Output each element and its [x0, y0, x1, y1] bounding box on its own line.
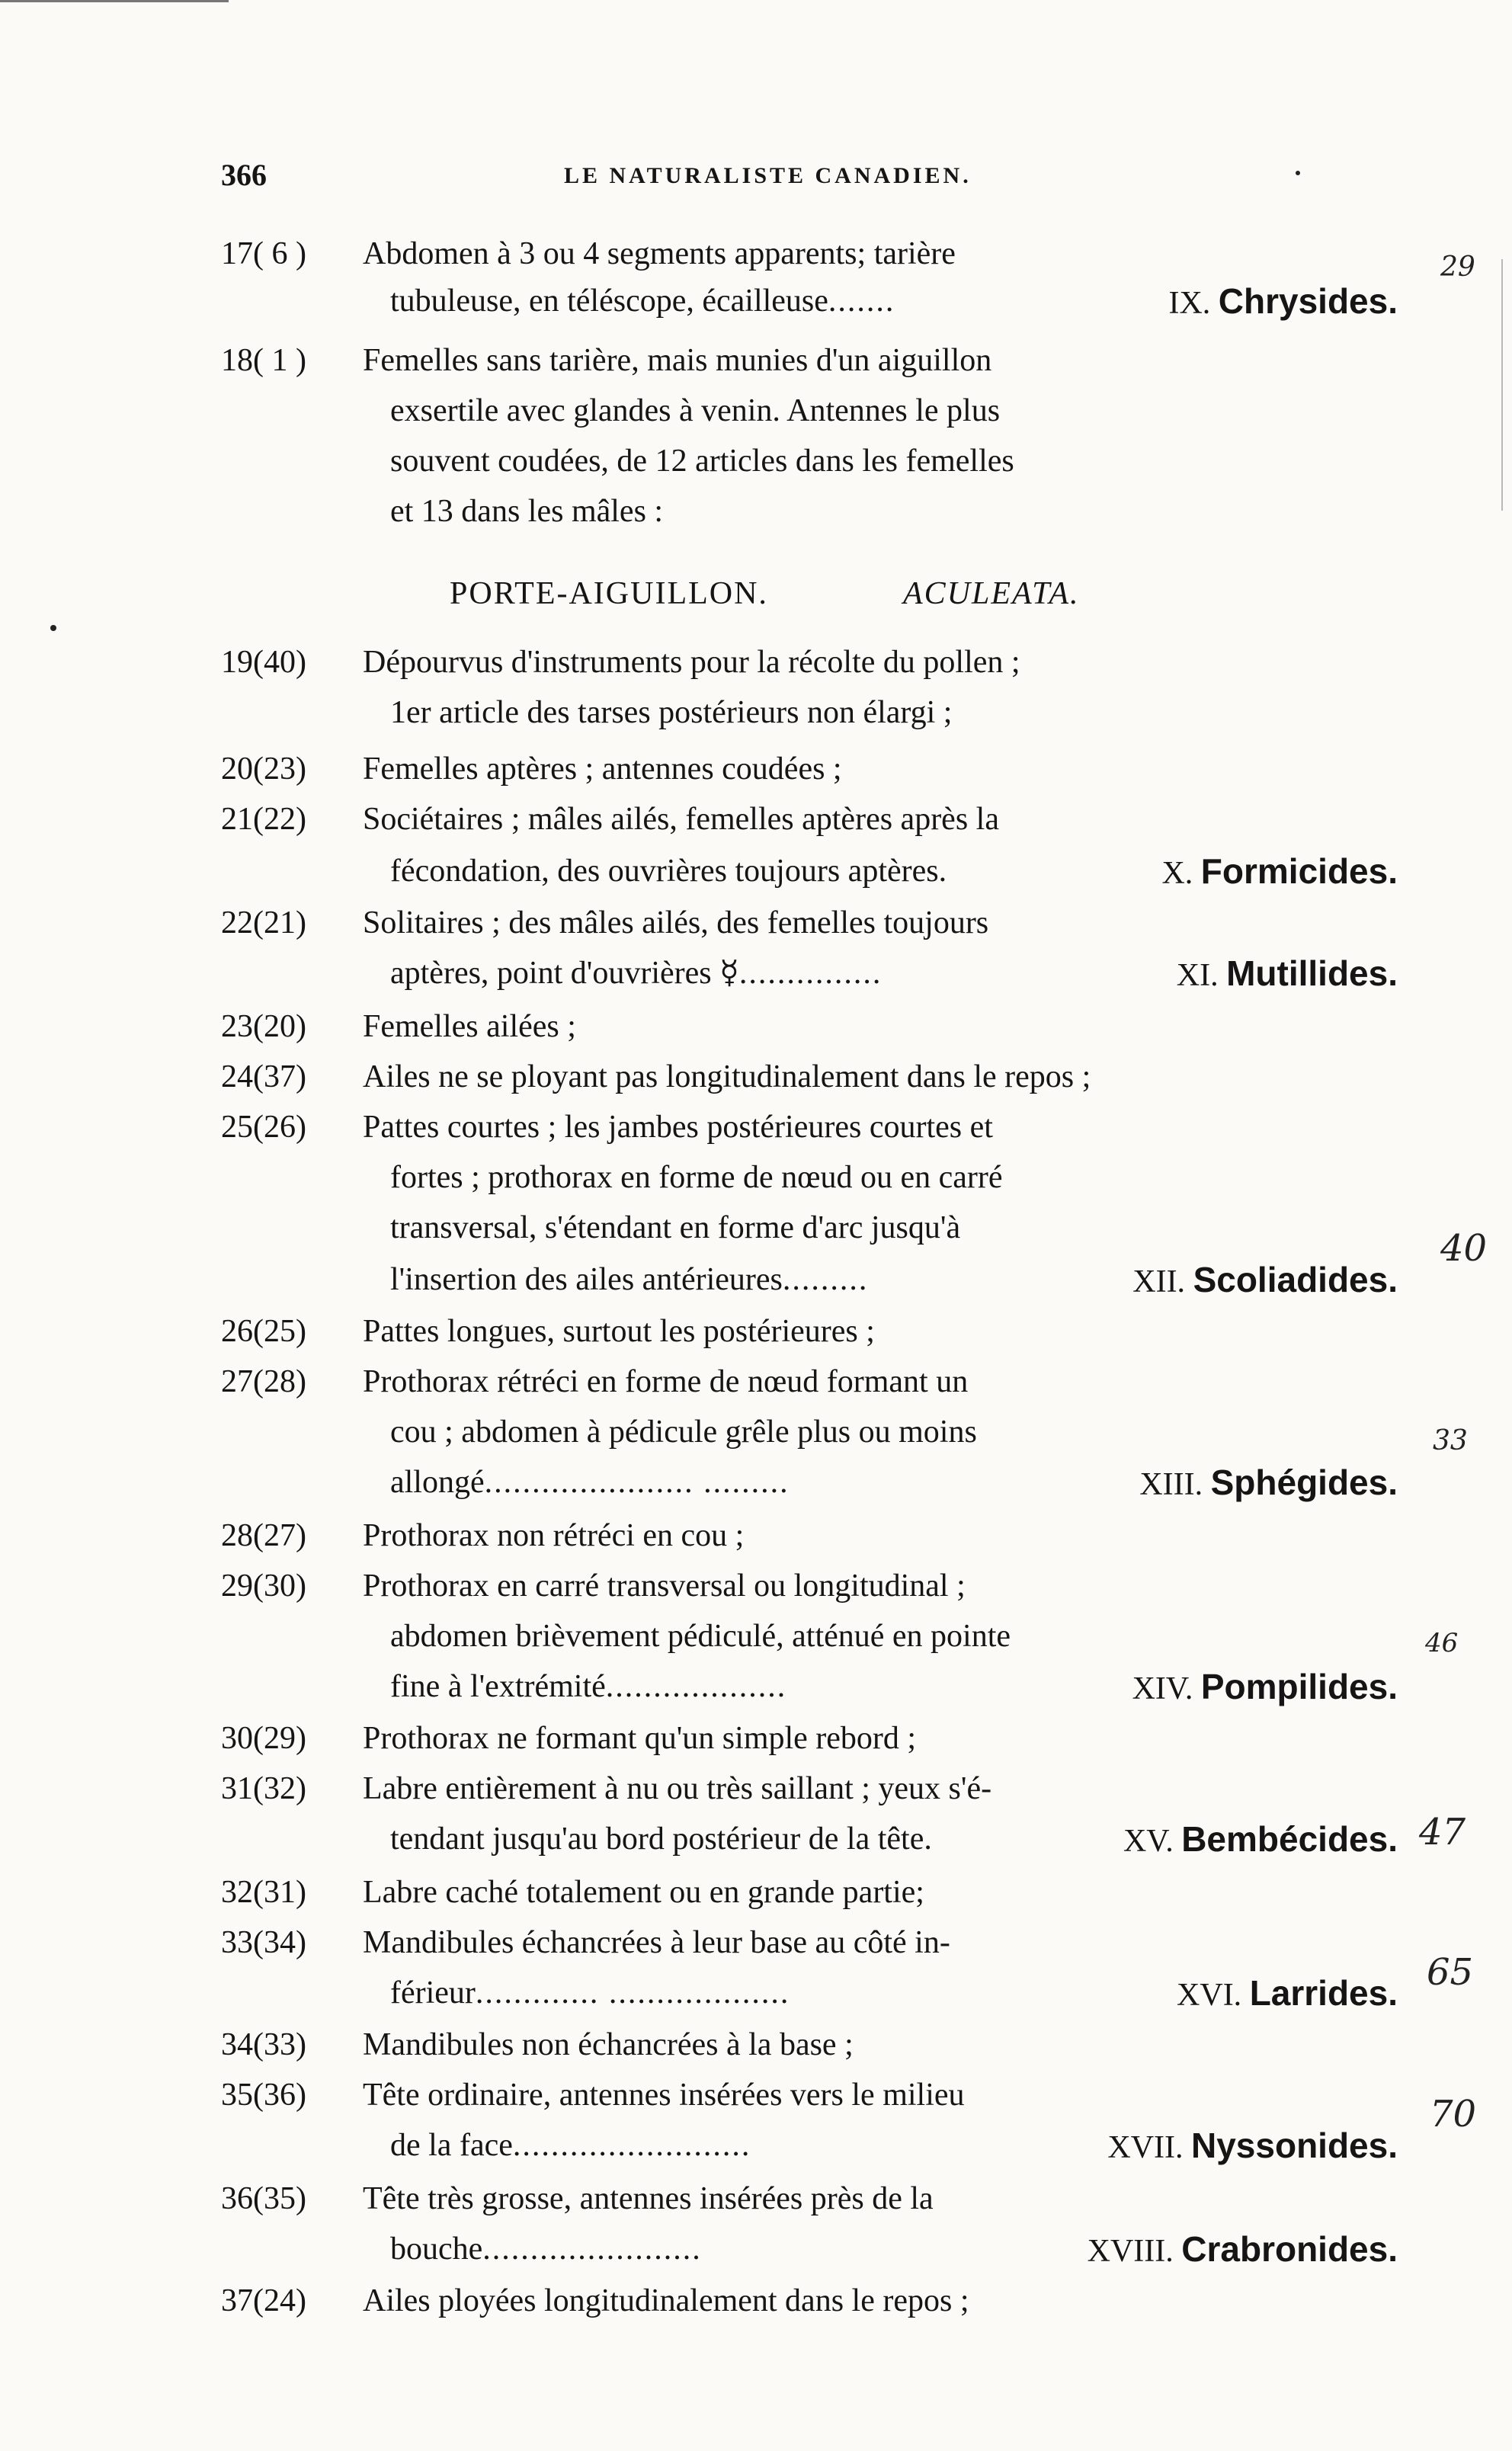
- key-line: [0, 1001, 1512, 1052]
- couplet-number: 33(34): [221, 1925, 306, 1960]
- line-text: [390, 1254, 868, 1305]
- line-text: abdomen brièvement pédiculé, atténué en pointe: [390, 1619, 1011, 1654]
- line-text: fécondation, des ouvrières toujours aptères.: [390, 854, 947, 889]
- family-label: [1168, 276, 1398, 328]
- dot-leader: .........................: [512, 2128, 751, 2163]
- key-line: [0, 1052, 1512, 1102]
- key-line: [0, 1661, 1512, 1712]
- couplet-number: 34(33): [221, 2027, 306, 2062]
- couplet-number: 37(24): [221, 2283, 306, 2318]
- line-text: [390, 2120, 751, 2171]
- family-label: [1132, 1254, 1398, 1307]
- key-line: [0, 335, 1512, 386]
- dot-leader: .......................: [482, 2232, 702, 2267]
- couplet-text: Prothorax rétréci en forme de nœud formant un: [363, 1364, 969, 1399]
- key-line: [0, 1203, 1512, 1253]
- line-text-content: tubuleuse, en téléscope, écailleuse: [390, 284, 828, 319]
- family-roman: XV.: [1123, 1824, 1174, 1859]
- family-roman: X.: [1161, 856, 1193, 891]
- couplet-number: 32(31): [221, 1875, 306, 1910]
- family-roman: XIII.: [1139, 1467, 1203, 1502]
- key-line: [0, 486, 1512, 537]
- key-line: [0, 1457, 1512, 1507]
- margin-note: 33: [1433, 1425, 1468, 1456]
- dot-leader: .......: [828, 284, 895, 319]
- section-heading-french: PORTE-AIGUILLON.: [450, 576, 768, 611]
- margin-note: 47: [1419, 1811, 1466, 1853]
- key-line: [0, 1357, 1512, 1407]
- line-text-content: férieur: [390, 1975, 476, 2010]
- key-line: [0, 744, 1512, 794]
- line-text: fortes ; prothorax en forme de nœud ou en carré: [390, 1160, 1003, 1195]
- line-text-content: l'insertion des ailes antérieures: [390, 1262, 783, 1297]
- couplet-number: 27(28): [221, 1364, 306, 1399]
- margin-note: 65: [1427, 1951, 1474, 1994]
- key-line: [0, 948, 1512, 998]
- dot-leader: ............. ...................: [475, 1975, 790, 2010]
- couplet-number: 22(21): [221, 905, 306, 940]
- family-name: Formicides.: [1200, 851, 1398, 891]
- line-text: transversal, s'étendant en forme d'arc jusqu'à: [390, 1210, 961, 1245]
- margin-note: 29: [1440, 252, 1475, 283]
- line-text-content: aptères, point d'ouvrières ☿: [390, 956, 739, 991]
- margin-note: 40: [1440, 1227, 1488, 1270]
- family-label: [1161, 846, 1398, 899]
- couplet-number: 19(40): [221, 645, 306, 680]
- key-line: [0, 2020, 1512, 2070]
- line-text: tendant jusqu'au bord postérieur de la tête.: [390, 1821, 932, 1857]
- family-label: [1177, 1968, 1398, 2020]
- couplet-number: 28(27): [221, 1518, 306, 1553]
- couplet-text: Labre entièrement à nu ou très saillant ; yeux s'é-: [363, 1771, 992, 1806]
- couplet-text: Prothorax non rétréci en cou ;: [363, 1518, 745, 1553]
- family-roman: XVII.: [1107, 2130, 1184, 2165]
- family-name: Chrysides.: [1218, 281, 1398, 321]
- margin-note: 46: [1425, 1628, 1459, 1658]
- family-name: Scoliadides.: [1193, 1260, 1398, 1299]
- family-name: Larrides.: [1249, 1973, 1398, 2013]
- couplet-text: Mandibules échancrées à leur base au côté in-: [363, 1925, 950, 1960]
- key-line: [0, 1814, 1512, 1864]
- dot-leader: ...................... .........: [484, 1465, 790, 1500]
- family-label: [1107, 2120, 1398, 2173]
- couplet-text: Tête ordinaire, antennes insérées vers le milieu: [363, 2078, 965, 2113]
- line-text: et 13 dans les mâles :: [390, 494, 664, 529]
- key-line: [0, 687, 1512, 738]
- key-line: [0, 1764, 1512, 1814]
- line-text: [390, 1457, 790, 1507]
- line-text: [390, 1968, 790, 2018]
- line-text-content: de la face: [390, 2128, 513, 2163]
- couplet-text: Abdomen à 3 ou 4 segments apparents; tarière: [363, 236, 956, 271]
- line-text-content: bouche: [390, 2232, 483, 2267]
- couplet-number: 35(36): [221, 2078, 306, 2113]
- family-label: [1132, 1661, 1398, 1714]
- couplet-text: Femelles ailées ;: [363, 1009, 576, 1044]
- dot-leader: ...................: [605, 1669, 787, 1704]
- family-roman: XVI.: [1177, 1978, 1242, 2013]
- couplet-number: 17( 6 ): [221, 236, 306, 271]
- family-label: [1139, 1457, 1398, 1510]
- family-name: Nyssonides.: [1191, 2126, 1398, 2165]
- line-text: [390, 1661, 786, 1712]
- key-line: [0, 637, 1512, 687]
- key-line: [0, 1152, 1512, 1203]
- key-line: [0, 1611, 1512, 1661]
- couplet-number: 23(20): [221, 1009, 306, 1044]
- couplet-number: 24(37): [221, 1059, 306, 1094]
- key-line: [0, 1561, 1512, 1611]
- running-head: LE NATURALISTE CANADIEN.: [564, 163, 972, 188]
- key-line: [0, 1407, 1512, 1457]
- family-roman: XII.: [1132, 1264, 1186, 1299]
- couplet-text: Pattes courtes ; les jambes postérieures courtes et: [363, 1110, 993, 1145]
- line-text-content: allongé: [390, 1465, 485, 1500]
- couplet-number: 18( 1 ): [221, 343, 306, 378]
- couplet-text: Tête très grosse, antennes insérées près de la: [363, 2181, 934, 2216]
- couplet-number: 25(26): [221, 1110, 306, 1145]
- line-text: [390, 2224, 702, 2274]
- couplet-number: 36(35): [221, 2181, 306, 2216]
- key-line: [0, 2224, 1512, 2274]
- line-text: exsertile avec glandes à venin. Antennes le plus: [390, 393, 1001, 428]
- key-line: [0, 1713, 1512, 1764]
- couplet-text: Femelles sans tarière, mais munies d'un aiguillon: [363, 343, 992, 378]
- key-line: [0, 2070, 1512, 2120]
- couplet-number: 30(29): [221, 1721, 306, 1756]
- family-roman: IX.: [1168, 286, 1211, 321]
- dot-leader: .........: [782, 1262, 869, 1297]
- family-roman: XIV.: [1132, 1671, 1193, 1706]
- couplet-text: Ailes ployées longitudinalement dans le repos ;: [363, 2283, 969, 2318]
- couplet-number: 26(25): [221, 1314, 306, 1349]
- section-heading: [0, 569, 1512, 619]
- couplet-text: Mandibules non échancrées à la base ;: [363, 2027, 854, 2062]
- line-text: 1er article des tarses postérieurs non élargi ;: [390, 695, 953, 730]
- family-name: Sphégides.: [1210, 1463, 1398, 1502]
- key-line: [0, 436, 1512, 486]
- key-line: [0, 1918, 1512, 1968]
- key-line: [0, 2276, 1512, 2326]
- line-text: souvent coudées, de 12 articles dans les femelles: [390, 444, 1014, 479]
- line-text: [390, 948, 882, 998]
- family-label: [1088, 2224, 1398, 2276]
- dot-leader: ...............: [738, 956, 883, 991]
- key-line: [0, 1867, 1512, 1918]
- couplet-number: 29(30): [221, 1568, 306, 1604]
- key-line: [0, 846, 1512, 896]
- couplet-text: Sociétaires ; mâles ailés, femelles aptères après la: [363, 802, 999, 837]
- key-line: [0, 794, 1512, 844]
- line-text: cou ; abdomen à pédicule grêle plus ou moins: [390, 1415, 977, 1450]
- couplet-text: Dépourvus d'instruments pour la récolte du pollen ;: [363, 645, 1020, 680]
- key-line: [0, 1102, 1512, 1152]
- key-line: [0, 386, 1512, 436]
- family-label: [1123, 1814, 1398, 1866]
- page-header: [0, 157, 1512, 203]
- key-line: [0, 1254, 1512, 1305]
- key-line: [0, 276, 1512, 326]
- ink-dot: [50, 625, 56, 631]
- couplet-text: Prothorax en carré transversal ou longitudinal ;: [363, 1568, 966, 1604]
- key-line: [0, 1968, 1512, 2018]
- key-line: [0, 229, 1512, 279]
- family-name: Mutillides.: [1226, 953, 1398, 993]
- family-name: Crabronides.: [1181, 2229, 1398, 2269]
- couplet-number: 31(32): [221, 1771, 306, 1806]
- couplet-text: Labre caché totalement ou en grande partie;: [363, 1875, 924, 1910]
- couplet-number: 21(22): [221, 802, 306, 837]
- key-line: [0, 1511, 1512, 1561]
- key-line: [0, 898, 1512, 948]
- line-text-content: fine à l'extrémité: [390, 1669, 606, 1704]
- key-line: [0, 2120, 1512, 2171]
- family-name: Bembécides.: [1181, 1819, 1398, 1859]
- couplet-text: Femelles aptères ; antennes coudées ;: [363, 751, 842, 787]
- family-roman: XVIII.: [1087, 2234, 1174, 2269]
- family-label: [1177, 948, 1398, 1001]
- key-line: [0, 1306, 1512, 1357]
- top-rule: [0, 0, 229, 2]
- couplet-text: Prothorax ne formant qu'un simple rebord ;: [363, 1721, 917, 1756]
- family-name: Pompilides.: [1200, 1667, 1398, 1706]
- page-number: 366: [221, 158, 267, 192]
- couplet-text: Solitaires ; des mâles ailés, des femelles toujours: [363, 905, 989, 940]
- couplet-text: Pattes longues, surtout les postérieures ;: [363, 1314, 875, 1349]
- key-line: [0, 2174, 1512, 2224]
- line-text: [390, 276, 895, 326]
- family-roman: XI.: [1176, 958, 1219, 993]
- couplet-number: 20(23): [221, 751, 306, 787]
- margin-note: 70: [1430, 2093, 1477, 2135]
- couplet-text: Ailes ne se ployant pas longitudinalement dans le repos ;: [363, 1059, 1091, 1094]
- section-heading-latin: ACULEATA.: [903, 576, 1080, 611]
